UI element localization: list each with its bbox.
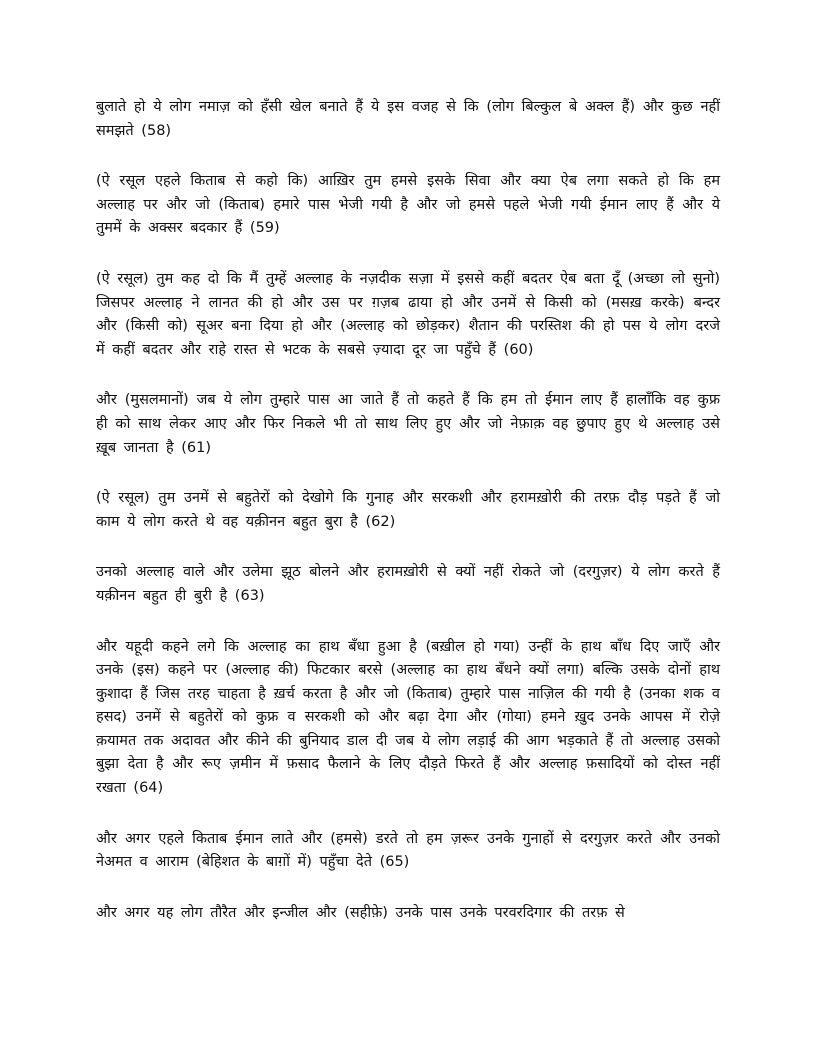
paragraph-verse-60: (ऐ रसूल) तुम कह दो कि मैं तुम्हें अल्लाह के नज़दीक सज़ा में इससे कहीं बदतर ऐब बता दूँ (अच्छा लो सुनो) जिसपर अल्लाह ने लानत की हो और उस पर ग़ज़ब ढाया हो और उनमें से किसी को (मसख़ करके) बन्दर और (किसी को) सूअर बना दिया हो और (अल्लाह को छोड़कर) शैतान की परस्तिश की हो पस ये लोग दरजे में कहीं बदतर और राहे रास्त से भटक के सबसे ज़्यादा दूर जा पहुँचे हैं (60) [96,270,720,358]
paragraph-verse-59: (ऐ रसूल एहले किताब से कहो कि) आख़िर तुम हमसे इसके सिवा और क्या ऐब लगा सकते हो कि हम अल्लाह पर और जो (किताब) हमारे पास भेजी गयी है और जो हमसे पहले भेजी गयी ईमान लाए हैं और ये तुममें के अक्सर बदकार हैं (59) [96,173,720,237]
paragraph-verse-61: और (मुसलमानों) जब ये लोग तुम्हारे पास आ जाते हैं तो कहते हैं कि हम तो ईमान लाए हैं हालाँकि वह कुफ्र ही को साथ लेकर आए और फिर निकले भी तो साथ लिए हुए और जो नेफ़ाक़ वह छुपाए हुए थे अल्लाह उसे ख़ूब जानता है (61) [96,392,720,456]
paragraph-verse-62: (ऐ रसूल) तुम उनमें से बहुतेरों को देखोगे कि गुनाह और सरकशी और हरामख़ोरी की तरफ़ दौड़ पड़ते हैं जो काम ये लोग करते थे वह यक़ीनन बहुत बुरा है (62) [96,490,720,530]
paragraph-verse-65: और अगर एहले किताब ईमान लाते और (हमसे) डरते तो हम ज़रूर उनके गुनाहों से दरगुज़र करते और उनको नेअमत व आराम (बेहिशत के बाग़ों में) पहुँचा देते (65) [96,830,720,871]
document-page [96,96,720,952]
paragraph-verse-63: उनको अल्लाह वाले और उलेमा झूठ बोलने और हरामख़ोरी से क्यों नहीं रोकते जो (दरगुज़र) ये लोग करते हैं यक़ीनन बहुत ही बुरी है (63) [96,564,720,604]
paragraph-verse-64: और यहूदी कहने लगे कि अल्लाह का हाथ बँधा हुआ है (बख़ील हो गया) उन्हीं के हाथ बाँध दिए जाएँ और उनके (इस) कहने पर (अल्लाह की) फिटकार बरसे (अल्लाह का हाथ बँधने क्यों लगा) बल्कि उसके दोनों हाथ कुशादा हैं जिस तरह चाहता है ख़र्च करता है और जो (किताब) तुम्हारे पास नाज़िल की गयी है (उनका शक व हसद) उनमें से बहुतेरों को कुफ्र व सरकशी को और बढ़ा देगा और (गोया) हमने ख़ुद उनके आपस में रोज़े क़यामत तक अदावत और कीने की बुनियाद डाल दी जब ये लोग लड़ाई की आग भड़काते हैं तो अल्लाह उसको बुझा देता है और रूए ज़मीन में फ़साद फैलाने के लिए दौड़ते फिरते हैं और अल्लाह फ़सादियों को दोस्त नहीं रखता (64) [96,638,720,797]
paragraph-verse-58: बुलाते हो ये लोग नमाज़ को हँसी खेल बनाते हैं ये इस वजह से कि (लोग बिल्कुल बे अक्ल हैं) और कुछ नहीं समझते (58) [96,99,720,139]
paragraph-verse-66-partial: और अगर यह लोग तौरैत और इन्जील और (सहीफ़े) उनके पास उनके परवरदिगार की तरफ़ से [96,904,625,921]
